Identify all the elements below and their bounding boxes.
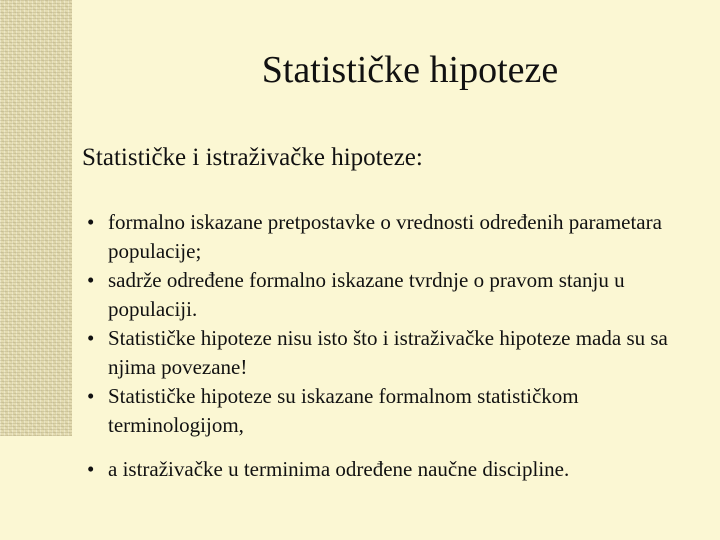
bullet-dot-icon: • (87, 457, 95, 481)
bullet-list (82, 208, 707, 484)
decorative-texture-band (0, 0, 72, 436)
bullet-text: a istraživačke u terminima određene naučne discipline. (108, 457, 570, 481)
bullet-dot-icon: • (87, 326, 95, 350)
bullet-dot-icon: • (87, 384, 95, 408)
bullet-item (82, 208, 707, 266)
bullet-text: sadrže određene formalno iskazane tvrdnje o pravom stanju u populaciji. (108, 268, 625, 321)
bullet-dot-icon: • (87, 210, 95, 234)
bullet-item (82, 266, 707, 324)
bullet-item (82, 382, 707, 440)
bullet-item (82, 324, 707, 382)
bullet-item (82, 455, 707, 484)
slide-title: Statističke hipoteze (261, 49, 559, 91)
bullet-text: Statističke hipoteze su iskazane formalnom statističkom terminologijom, (108, 384, 579, 437)
bullet-text: formalno iskazane pretpostavke o vrednosti određenih parametara populacije; (108, 210, 662, 263)
bullet-dot-icon: • (87, 268, 95, 292)
slide-subtitle: Statističke i istraživačke hipoteze: (82, 144, 423, 171)
bullet-text: Statističke hipoteze nisu isto što i istraživačke hipoteze mada su sa njima povezane! (108, 326, 668, 379)
